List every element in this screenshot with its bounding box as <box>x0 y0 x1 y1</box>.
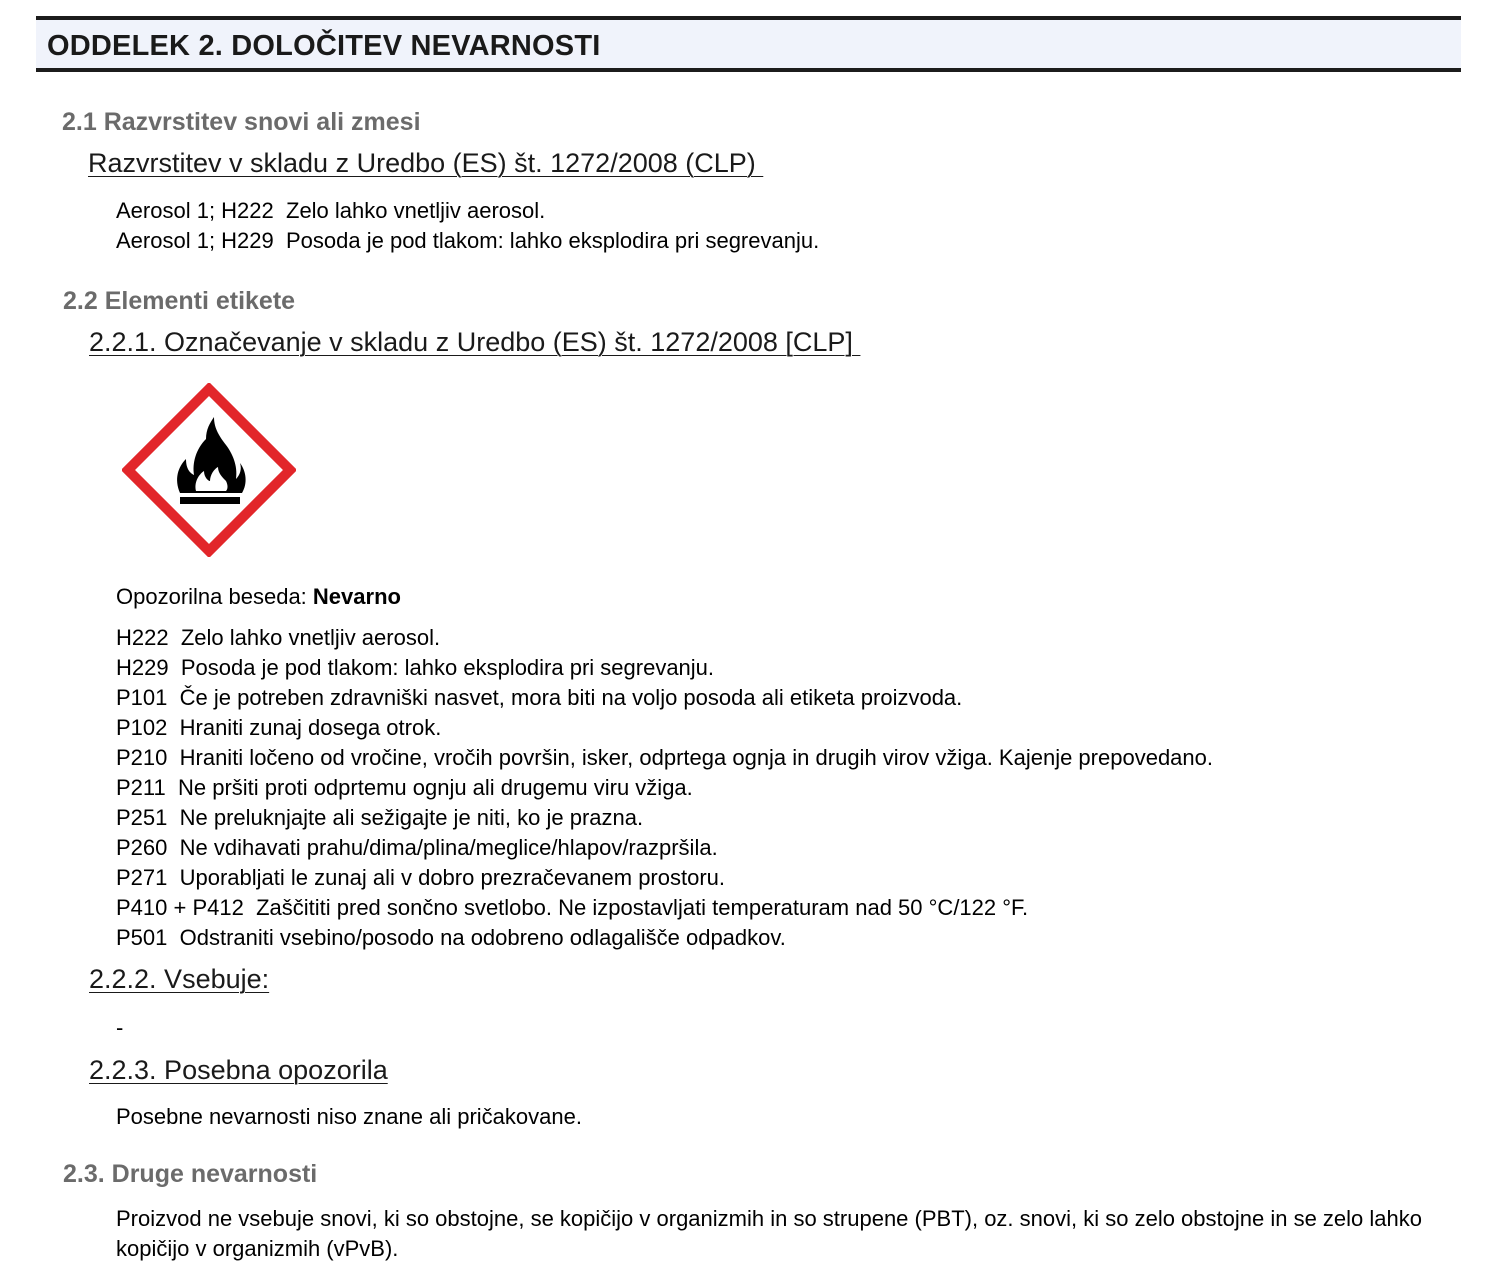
contains-value: - <box>116 1015 124 1040</box>
statement-text: Ne vdihavati prahu/dima/plina/meglice/hlapov/razpršila. <box>179 835 718 860</box>
statement-code: P102 <box>116 715 168 740</box>
statement-code: P210 <box>116 745 168 770</box>
statement-text: Hraniti zunaj dosega otrok. <box>179 715 442 740</box>
statement-text: Ne pršiti proti odprtemu ognju ali drugemu viru vžiga. <box>177 775 693 800</box>
statement-code: P251 <box>116 805 168 830</box>
subheading-2-2-3: 2.2.3. Posebna opozorila <box>89 1055 388 1085</box>
classification-line <box>116 228 819 254</box>
precautionary-statement <box>116 835 718 861</box>
statement-code: H229 <box>116 655 169 680</box>
statement-code: H222 <box>116 625 169 650</box>
statement-text: Ne preluknjajte ali sežigajte je niti, ko je prazna. <box>179 805 644 830</box>
other-hazards-text: Proizvod ne vsebuje snovi, ki so obstojne, se kopičijo v organizmih in so strupene (PBT), oz. snovi, ki so zelo obstojne in se zelo lahko kopičijo v organizmih (vPvB). <box>116 1206 1422 1261</box>
ghs02-flame-icon <box>122 383 296 557</box>
precautionary-statement <box>116 865 725 891</box>
precautionary-statement <box>116 805 643 831</box>
precautionary-statement <box>116 715 441 741</box>
subheading-2-2-1: 2.2.1. Označevanje v skladu z Uredbo (ES) št. 1272/2008 [CLP] <box>89 327 861 357</box>
statement-code: P501 <box>116 925 168 950</box>
precautionary-statement <box>116 925 786 951</box>
classification-code: Aerosol 1; H229 <box>116 228 274 253</box>
precautionary-statement <box>116 685 962 711</box>
classification-text: Zelo lahko vnetljiv aerosol. <box>286 198 546 223</box>
section-header <box>36 16 1461 72</box>
classification-text: Posoda je pod tlakom: lahko eksplodira pri segrevanju. <box>286 228 820 253</box>
statement-text: Če je potreben zdravniški nasvet, mora biti na voljo posoda ali etiketa proizvoda. <box>179 685 963 710</box>
heading-2-2: 2.2 Elementi etikete <box>63 287 296 315</box>
statement-code: P211 <box>116 775 166 800</box>
statement-text: Hraniti ločeno od vročine, vročih površin, isker, odprtega ognja in drugih virov vžiga. Kajenje prepovedano. <box>179 745 1213 770</box>
statement-text: Posoda je pod tlakom: lahko eksplodira pri segrevanju. <box>180 655 715 680</box>
statement-code: P260 <box>116 835 168 860</box>
statement-code: P410 + P412 <box>116 895 244 920</box>
heading-2-3: 2.3. Druge nevarnosti <box>63 1160 318 1188</box>
precautionary-statement <box>116 895 1028 921</box>
section-title: ODDELEK 2. DOLOČITEV NEVARNOSTI <box>47 30 601 62</box>
statement-code: P101 <box>116 685 168 710</box>
classification-code: Aerosol 1; H222 <box>116 198 274 223</box>
statement-text: Odstraniti vsebino/posodo na odobreno odlagališče odpadkov. <box>179 925 786 950</box>
statement-text: Zaščititi pred sončno svetlobo. Ne izpostavljati temperaturam nad 50 °C/122 °F. <box>256 895 1029 920</box>
precautionary-statement <box>116 775 693 801</box>
heading-2-1: 2.1 Razvrstitev snovi ali zmesi <box>62 108 421 136</box>
subheading-clp-classification: Razvrstitev v skladu z Uredbo (ES) št. 1272/2008 (CLP) <box>88 148 764 178</box>
hazard-statement <box>116 655 714 681</box>
statement-text: Zelo lahko vnetljiv aerosol. <box>180 625 441 650</box>
subheading-2-2-2: 2.2.2. Vsebuje: <box>89 964 270 994</box>
statement-code: P271 <box>116 865 168 890</box>
signal-word-line <box>116 584 401 610</box>
precautionary-statement <box>116 745 1213 771</box>
signal-word-label: Opozorilna beseda: <box>116 584 307 609</box>
signal-word: Nevarno <box>312 584 401 609</box>
special-warnings-text: Posebne nevarnosti niso znane ali pričakovane. <box>116 1104 582 1129</box>
hazard-statement <box>116 625 440 651</box>
classification-line <box>116 198 545 224</box>
statement-text: Uporabljati le zunaj ali v dobro prezračevanem prostoru. <box>179 865 726 890</box>
